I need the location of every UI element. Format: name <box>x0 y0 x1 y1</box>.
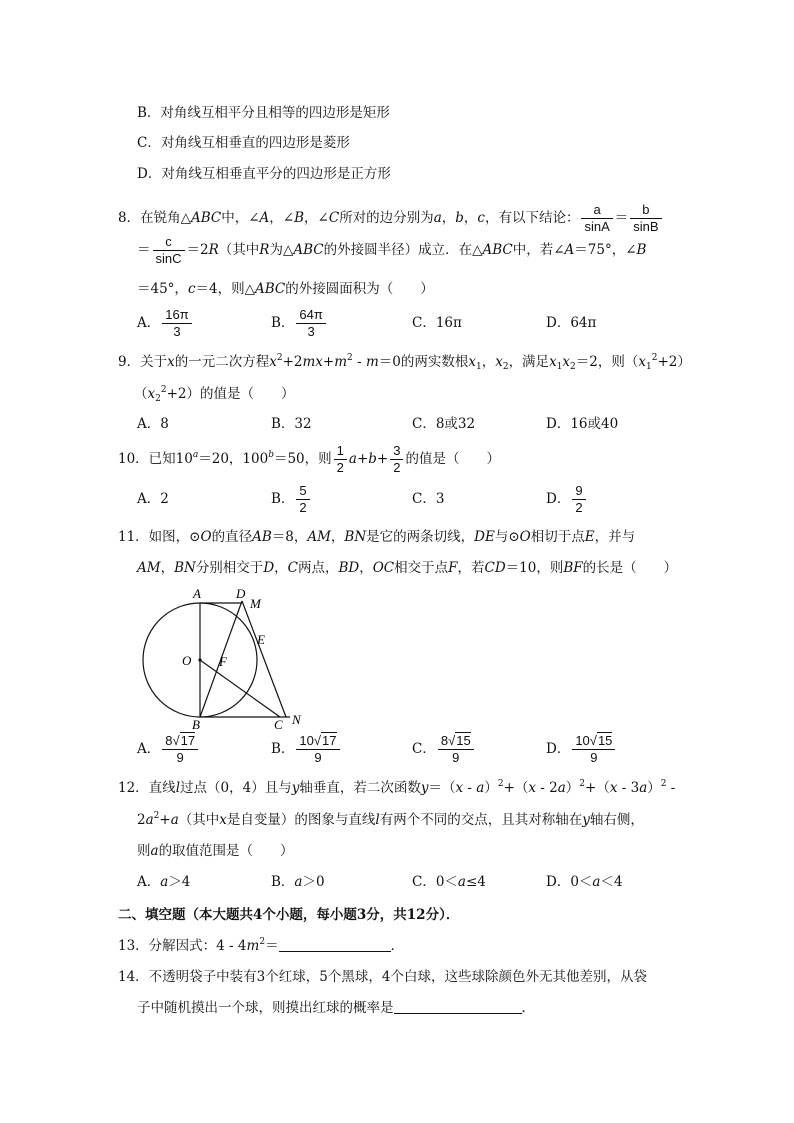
q12-line-3: 则a的取值范围是（ ） <box>137 843 294 859</box>
label-b: B <box>192 717 200 731</box>
q9-line-2: $(x_2^2+2)$的值是（ ） <box>134 385 295 404</box>
q13-answer-blank[interactable] <box>279 937 391 952</box>
q8-frac-b-sinB: $\frac{b}{\sin B}$ <box>630 202 661 235</box>
q13-line: 13．分解因式：$4 - 4m^2=$ ． <box>118 937 405 954</box>
q8-option-d: D．64π <box>546 315 597 331</box>
q10-option-b: B． $\frac{5}{2}$ <box>271 482 312 516</box>
q10-frac-three-halves: $\frac{3}{2}$ <box>390 443 403 476</box>
q11-line-2: AM，BN分别相交于D，C两点，BD，OC相交于点F，若CD＝10，则BF的长是（ ） <box>137 560 678 576</box>
q10-option-a: A．2 <box>137 491 169 507</box>
q9-option-b: B．32 <box>271 416 312 432</box>
q12-option-a: A．a＞4 <box>137 874 191 890</box>
q7-option-c: C．对角线互相垂直的四边形是菱形 <box>137 135 350 151</box>
q11-geometry-figure <box>130 583 320 731</box>
q8-line-2: ＝ $\frac{c}{\sin C}$ ＝2R（其中R为△ABC的外接圆半径）成立．在△ABC中，若∠A＝75°，∠B <box>137 234 647 266</box>
q12-line-2: $2a^2+a$（其中x是自变量）的图象与直线l有两个不同的交点，且其对称轴在y轴右侧， <box>137 811 644 828</box>
q11-line-1: 11．如图，⊙O的直径AB＝8，AM，BN是它的两条切线，DE与⊙O相切于点E，并与 <box>118 529 636 545</box>
q8-frac-c-sinC: $\frac{c}{\sin C}$ <box>153 234 185 267</box>
q11-option-a: A． $\frac{8√17}{9}$ <box>137 731 200 767</box>
q8-line-1: 8．在锐角△ABC中，∠A，∠B，∠C所对的边分别为a，b，c，有以下结论： $\frac{a}{\sin A}$ ＝ $\frac{b}{\sin B}$ <box>118 198 664 238</box>
q10-option-c: C．3 <box>412 491 445 507</box>
q10-line-1: 10．已知$10^a=20$，$100^b=50$，则 $\frac{1}{2}$ a+b+ $\frac{3}{2}$ 的值是（ ） <box>118 443 500 475</box>
q9-line-1: 9．关于x的一元二次方程$x^2+2mx+m^2 - m=0$的两实数根$x_1$，$x_2$，满足$x_1x_2=2$，则$(x_1^2+2)$ <box>118 353 691 372</box>
q12-line-1: 12．直线l过点（0，4）且与y轴垂直，若二次函数y＝（x - a）$^2$+（x - 2a）$^2$+（x - 3a）$^2$ - <box>118 779 676 796</box>
q12-option-d: D．0＜a＜4 <box>546 874 623 890</box>
line-dc <box>242 601 286 717</box>
label-m: M <box>250 596 261 611</box>
point-o <box>198 658 201 661</box>
q12-option-b: B．a＞0 <box>271 874 325 890</box>
q8-line-3: ＝45°，c＝4，则△ABC的外接圆面积为（ ） <box>137 281 434 297</box>
q8-frac-a-sinA: $\frac{a}{\sin A}$ <box>581 202 612 235</box>
label-a: A <box>193 586 201 601</box>
q8-option-c: C．16π <box>412 315 462 331</box>
q9-option-d: D．16或40 <box>546 416 619 432</box>
q7-option-d: D．对角线互相垂直平分的四边形是正方形 <box>137 166 391 182</box>
q8-option-b: B． $\frac{64\pi}{3}$ <box>271 306 328 340</box>
label-f: F <box>219 654 227 669</box>
label-c: C <box>274 717 283 731</box>
label-d: D <box>236 586 246 601</box>
q14-line-2: 子中随机摸出一个球，则摸出红球的概率是 ． <box>137 1000 535 1016</box>
q7-option-b: B．对角线互相平分且相等的四边形是矩形 <box>137 105 390 121</box>
q11-option-c: C． $\frac{8√15}{9}$ <box>412 731 476 767</box>
q12-option-c: C．0＜a≤4 <box>412 874 486 890</box>
q11-option-b: B． $\frac{10√17}{9}$ <box>271 731 342 767</box>
q14-answer-blank[interactable] <box>394 999 522 1014</box>
section-2-heading: 二、填空题（本大题共4个小题，每小题3分，共12分）． <box>118 907 460 923</box>
q9-option-a: A．8 <box>137 416 169 432</box>
q10-frac-half: $\frac{1}{2}$ <box>334 443 347 476</box>
label-n: N <box>292 712 301 727</box>
q10-option-d: D． $\frac{9}{2}$ <box>546 482 588 516</box>
label-e: E <box>257 632 265 647</box>
q8-option-a: A． $\frac{16\pi}{3}$ <box>137 306 194 340</box>
q14-line-1: 14．不透明袋子中装有3个红球，5个黑球，4个白球，这些球除颜色外无其他差别，从袋 <box>118 969 647 985</box>
q11-option-d: D． $\frac{10√15}{9}$ <box>546 731 617 767</box>
q9-option-c: C．8或32 <box>412 416 476 432</box>
label-o: O <box>182 653 192 668</box>
